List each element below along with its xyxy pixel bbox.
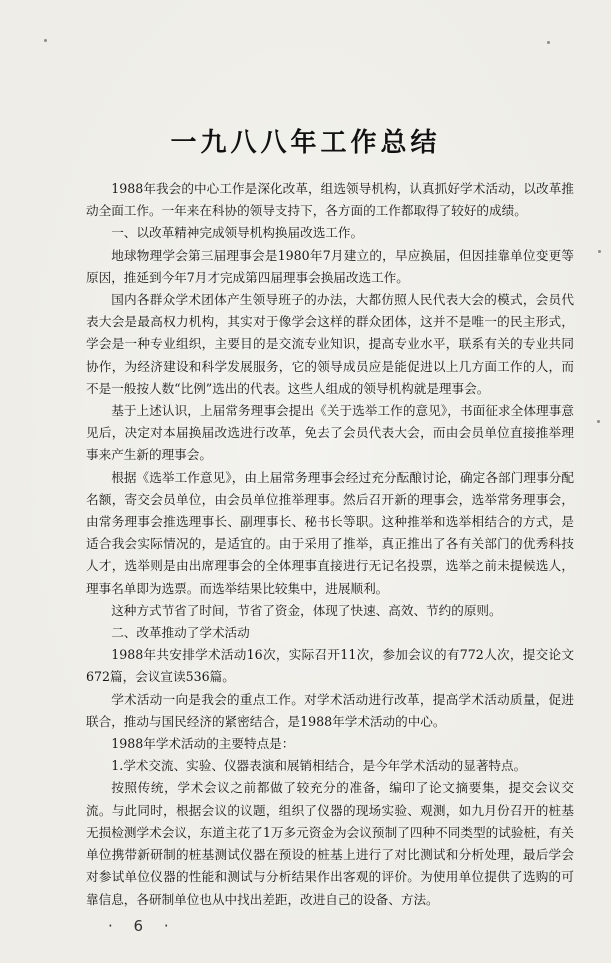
paragraph: 地球物理学会第三届理事会是1980年7月建立的，早应换届，但因挂靠单位变更等原因，推延到今年7月才完成第四届理事会换届改选工作。 [86, 247, 574, 285]
paragraph: 根据《选举工作意见》，由上届常务理事会经过充分酝酿讨论，确定各部门理事分配名额，寄交会员单位，由会员单位推举理事。然后召开新的理事会，选举常务理事会，由常务理事会推选理事长、副理事长、秘书长等职。这种推举和选举相结合的方式，是适合我会实际情况的，是适宜的。由于采用了推举，真正推出了各有关部门的优秀科技人才，选举则是由出席理事会的全体理事直接进行无记名投票，选举之前未提候选人，理事名单即为选票。而选举结果比较集中，进展顺利。 [86, 469, 574, 596]
paragraph: 国内各群众学术团体产生领导班子的办法，大都仿照人民代表大会的模式，会员代表大会是最高权力机构，其实对于像学会这样的群众团体，这并不是唯一的民主形式，学会是一种专业组织，主要目的是交流专业知识，提高专业水平，联系有关的专业共同协作，为经济建设和科学发展服务，它的领导成员应是能促进以上几方面工作的人，而不是一般按人数“比例”选出的代表。这些人组成的领导机构就是理事会。 [86, 292, 574, 396]
scan-speck [598, 250, 601, 253]
paragraph: 1988年学术活动的主要特点是： [111, 736, 295, 752]
paragraph: 1.学术交流、实验、仪器表演和展销相结合，是今年学术活动的显著特点。 [111, 758, 527, 774]
paragraph-intro: 1988年我会的中心工作是深化改革，组选领导机构，认真抓好学术活动，以改革推动全面工作。一年来在科协的领导支持下，各方面的工作都取得了较好的成绩。 [86, 181, 574, 219]
document-title: 一九八八年工作总结 [170, 128, 441, 158]
page-number: · 6 · [108, 917, 177, 935]
paragraph: 学术活动一向是我会的重点工作。对学术活动进行改革，提高学术活动质量，促进联合，推动与国民经济的紧密结合，是1988年学术活动的中心。 [86, 691, 574, 729]
document-body [86, 178, 574, 911]
section-heading-1: 一、以改革精神完成领导机构换届改选工作。 [111, 225, 364, 241]
paragraph: 1988年共安排学术活动16次，实际召开11次，参加会议的有772人次，提交论文672篇，会议宣读536篇。 [86, 647, 574, 685]
scan-speck [597, 420, 600, 423]
scan-speck [44, 39, 47, 42]
paragraph: 这种方式节省了时间，节省了资金，体现了快速、高效、节约的原则。 [111, 602, 502, 618]
section-heading-2: 二、改革推动了学术活动 [111, 625, 250, 641]
scan-speck [547, 41, 550, 44]
paragraph: 按照传统，学术会议之前都做了较充分的准备，编印了论文摘要集，提交会议交流。与此同时，根据会议的议题，组织了仪器的现场实验、观测，如九月份召开的桩基无损检测学术会议，东道主花了1万多元资金为会议预制了四种不同类型的试验桩，有关单位携带新研制的桩基测试仪器在预设的桩基上进行了对比测试和分析处理，最后学会对参试单位仪器的性能和测试与分析结果作出客观的评价。为使用单位提供了选购的可靠信息，各研制单位也从中找出差距，改进自己的设备、方法。 [86, 780, 574, 907]
paragraph: 基于上述认识，上届常务理事会提出《关于选举工作的意见》，书面征求全体理事意见后，决定对本届换届改选进行改革，免去了会员代表大会，而由会员单位直接推举理事来产生新的理事会。 [86, 403, 574, 463]
